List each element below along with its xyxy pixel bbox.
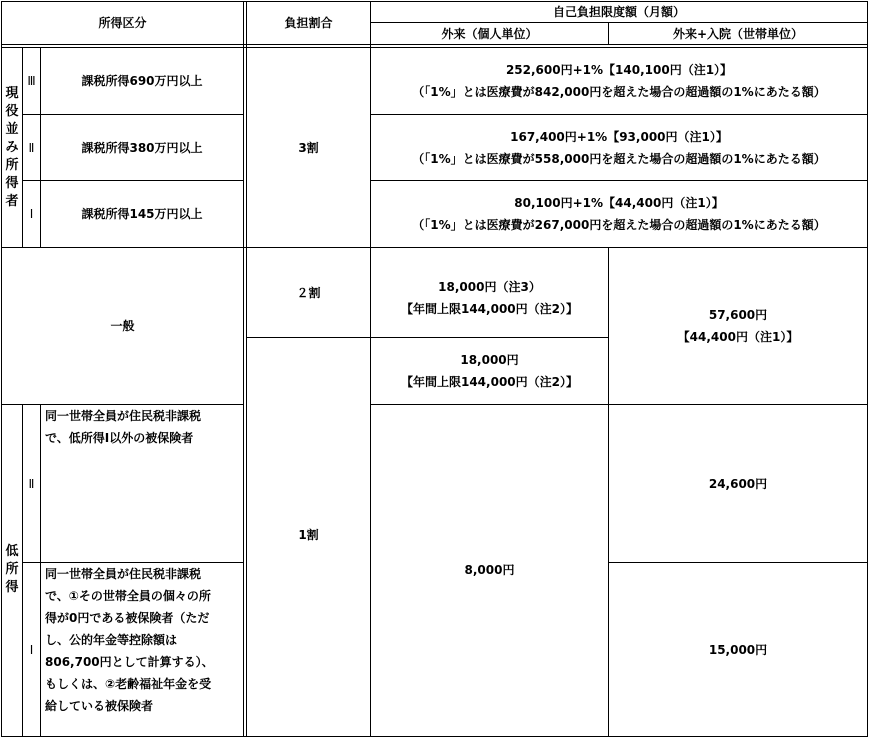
active-level-1: Ⅰ bbox=[29, 207, 34, 221]
header-limit: 自己負担限度額（月額） bbox=[552, 5, 685, 19]
amount-note: （「1%」とは医療費が558,000円を超えた場合の超過額の1%にあたる額） bbox=[412, 151, 826, 166]
header-ratio: 負担割合 bbox=[284, 16, 333, 30]
active-label-3: 課税所得690万円以上 bbox=[81, 74, 203, 88]
active-ratio: 3割 bbox=[298, 140, 319, 155]
active-level-2: Ⅱ bbox=[28, 140, 35, 155]
amount-note: （「1%」とは医療費が267,000円を超えた場合の超過額の1%にあたる額） bbox=[412, 218, 826, 232]
amount-line: 18,000円 bbox=[460, 353, 519, 367]
amount-note: 【44,400円（注1）】 bbox=[677, 330, 799, 344]
amount-note: 【年間上限144,000円（注2）】 bbox=[400, 301, 578, 316]
header-category: 所得区分 bbox=[98, 16, 147, 30]
active-amount-1 bbox=[371, 181, 867, 247]
active-group-label bbox=[2, 48, 22, 247]
general-outpatient-1 bbox=[371, 338, 608, 404]
border-bottom bbox=[1, 736, 868, 737]
active-label-1: 課税所得145万円以上 bbox=[81, 207, 203, 221]
label-line: もしくは、②老齢福祉年金を受 bbox=[45, 677, 212, 691]
low-outpatient: 8,000円 bbox=[464, 563, 515, 577]
low-ratio: 1割 bbox=[298, 528, 319, 542]
border-right bbox=[867, 1, 868, 737]
active-group-char: 現 bbox=[5, 85, 19, 101]
label-line: 同一世帯全員が住民税非課税 bbox=[45, 567, 202, 581]
col-rule-a1 bbox=[243, 1, 244, 737]
amount-line: 80,100円+1%【44,400円（注1）】 bbox=[514, 196, 724, 210]
label-line: 同一世帯全員が住民税非課税 bbox=[45, 409, 202, 423]
header-combined: 外来+入院（世帯単位） bbox=[672, 26, 804, 41]
general-combined bbox=[609, 248, 867, 404]
label-line: 得が0円である被保険者（ただ bbox=[45, 611, 210, 625]
active-amount-2 bbox=[371, 115, 867, 180]
active-label-2: 課税所得380万円以上 bbox=[81, 140, 203, 155]
amount-line: 252,600円+1%【140,100円（注1）】 bbox=[505, 63, 733, 77]
low-label-1 bbox=[41, 563, 243, 736]
header-outpatient: 外来（個人単位） bbox=[441, 26, 538, 41]
low-group-char: 得 bbox=[5, 580, 19, 595]
active-group-char: 所 bbox=[5, 157, 19, 173]
active-amount-3 bbox=[371, 48, 867, 114]
label-line: し、公的年金等控除額は bbox=[45, 633, 178, 647]
active-group-char: 者 bbox=[5, 193, 19, 209]
low-combined-1: 15,000円 bbox=[708, 642, 768, 657]
low-group-char: 所 bbox=[5, 562, 19, 577]
active-group-char: み bbox=[5, 139, 19, 155]
label-line: で、①その世帯全員の個々の所 bbox=[45, 589, 211, 603]
amount-line: 57,600円 bbox=[708, 308, 768, 322]
low-group-label bbox=[2, 530, 22, 610]
amount-note: 【年間上限144,000円（注2）】 bbox=[400, 375, 578, 389]
active-group-char: 得 bbox=[5, 175, 19, 191]
amount-line: 18,000円（注3） bbox=[438, 279, 541, 294]
general-ratio-2: ２割 bbox=[296, 286, 321, 300]
low-label-2 bbox=[41, 405, 243, 562]
low-group-char: 低 bbox=[5, 544, 19, 559]
label-line: 806,700円として計算する）、 bbox=[45, 655, 214, 669]
low-level-1: Ⅰ bbox=[29, 642, 34, 657]
general-outpatient-2 bbox=[371, 248, 608, 337]
general-label: 一般 bbox=[110, 319, 135, 333]
label-line: 給している被保険者 bbox=[45, 699, 154, 713]
amount-line: 167,400円+1%【93,000円（注1）】 bbox=[510, 129, 728, 144]
active-group-char: 並 bbox=[5, 121, 19, 137]
active-level-3: Ⅲ bbox=[27, 74, 36, 88]
amount-note: （「1%」とは医療費が842,000円を超えた場合の超過額の1%にあたる額） bbox=[412, 85, 826, 99]
label-line: で、低所得Ⅰ以外の被保険者 bbox=[45, 431, 194, 445]
active-group-char: 役 bbox=[5, 103, 19, 119]
low-level-2: Ⅱ bbox=[28, 476, 35, 491]
low-combined-2: 24,600円 bbox=[708, 476, 768, 491]
